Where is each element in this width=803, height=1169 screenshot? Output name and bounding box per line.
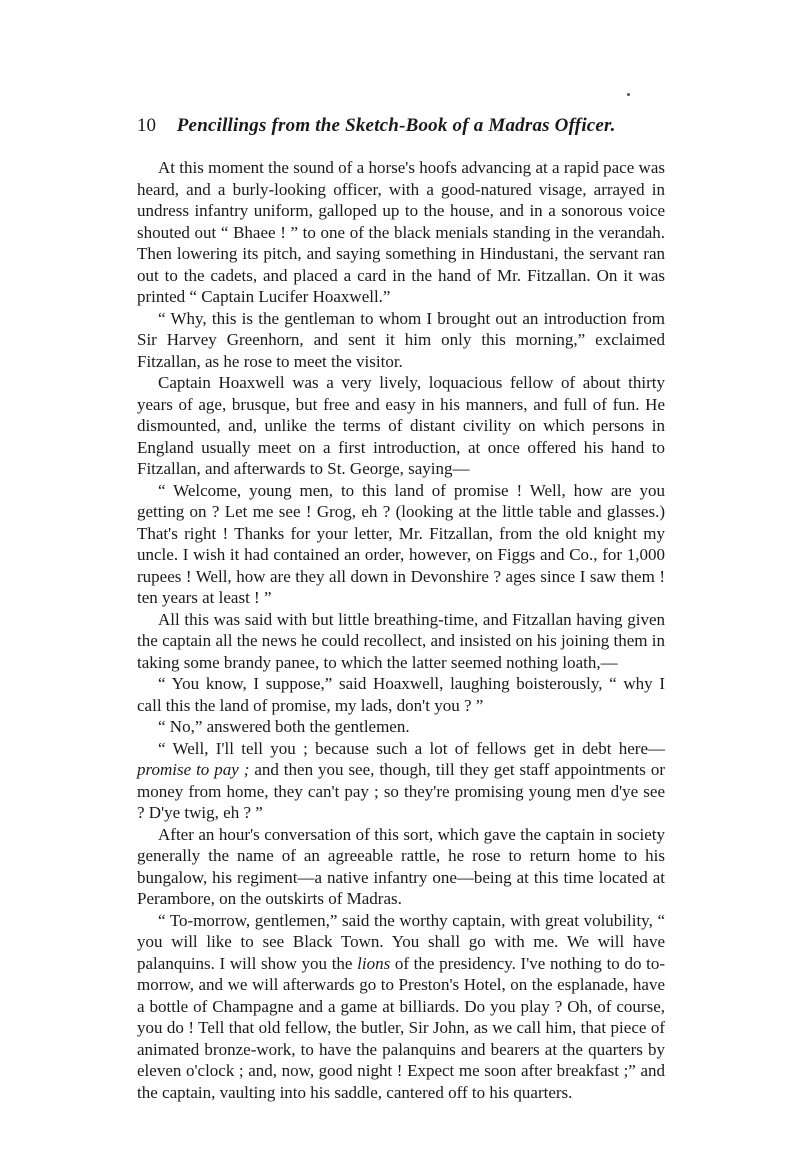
paragraph	[137, 738, 665, 824]
italic-phrase: promise to pay ;	[137, 760, 250, 779]
running-title: Pencillings from the Sketch-Book of a Madras Officer.	[176, 115, 616, 136]
italic-word: lions	[357, 953, 391, 973]
paragraph-text: of the presidency. I've nothing to do to-morrow, and we will afterwards go to Preston's Hotel, on the esplanade, have a bottle of Champagne and a game at billiards. Do you play ? Oh, of course, you do ! Tell that old fellow, the butler, Sir John, as we call him, that piece of animated bronze-work, to have the palanquins and bearers at the quarters by eleven o'clock ; and, now, good night ! Expect me soon after breakfast ;” and the captain, vaulting into his saddle, cantered off to his quarters.	[137, 953, 665, 1102]
body-text	[137, 157, 665, 1103]
paragraph-text: and then you see, though, till they get staff appointments or money from home, they can't pay ; so they're promising young men d'ye see ? D'ye twig, eh ? ”	[137, 760, 665, 822]
paragraph: At this moment the sound of a horse's hoofs advancing at a rapid pace was heard, and a burly-looking officer, with a good-natured visage, arrayed in undress infantry uniform, galloped up to the house, and in a sonorous voice shouted out “ Bhaee ! ” to one of the black menials standing in the verandah. Then lowering its pitch, and saying something in Hindustani, the servant ran out to the cadets, and placed a card in the hand of Mr. Fitzallan. On it was printed “ Captain Lucifer Hoaxwell.”	[137, 158, 665, 306]
paragraph	[137, 910, 665, 1104]
paragraph-text: “ To-morrow, gentlemen,” said the worthy captain, with great volubility, “ you will like to see Black Town. You shall go with me. We will have palanquins. I will show you the	[137, 910, 665, 973]
ink-speck	[627, 93, 630, 96]
page-number: 10	[137, 115, 156, 136]
paragraph: All this was said with but little breathing-time, and Fitzallan having given the captain all the news he could recollect, and insisted on his joining them in taking some brandy panee, to which the latter seemed nothing loath,—	[137, 609, 665, 672]
paragraph-text: “ Well, I'll tell you ; because such a lot of fellows get in debt here—	[158, 738, 665, 758]
paragraph: Captain Hoaxwell was a very lively, loquacious fellow of about thirty years of age, brusque, but free and easy in his manners, and full of fun. He dismounted, and, unlike the terms of distant civility on which persons in England usually meet on a first introduction, at once offered his hand to Fitzallan, and afterwards to St. George, saying—	[137, 373, 665, 478]
paragraph: “ You know, I suppose,” said Hoaxwell, laughing boisterously, “ why I call this the land of promise, my lads, don't you ? ”	[137, 674, 665, 715]
page-header	[137, 115, 697, 145]
paragraph: “ No,” answered both the gentlemen.	[158, 717, 410, 736]
paragraph: “ Why, this is the gentleman to whom I brought out an introduction from Sir Harvey Greenhorn, and sent it him only this morning,” exclaimed Fitzallan, as he rose to meet the visitor.	[137, 308, 665, 371]
paragraph: “ Welcome, young men, to this land of promise ! Well, how are you getting on ? Let me see ! Grog, eh ? (looking at the little table and glasses.) That's right ! Thanks for your letter, Mr. Fitzallan, from the old knight my uncle. I wish it had contained an order, however, on Figgs and Co., for 1,000 rupees ! Well, how are they all down in Devonshire ? ages since I saw them ! ten years at least ! ”	[137, 480, 665, 607]
paragraph: After an hour's conversation of this sort, which gave the captain in society generally the name of an agreeable rattle, he rose to return home to his bungalow, his regiment—a native infantry one—being at this time located at Perambore, on the outskirts of Madras.	[137, 824, 665, 908]
